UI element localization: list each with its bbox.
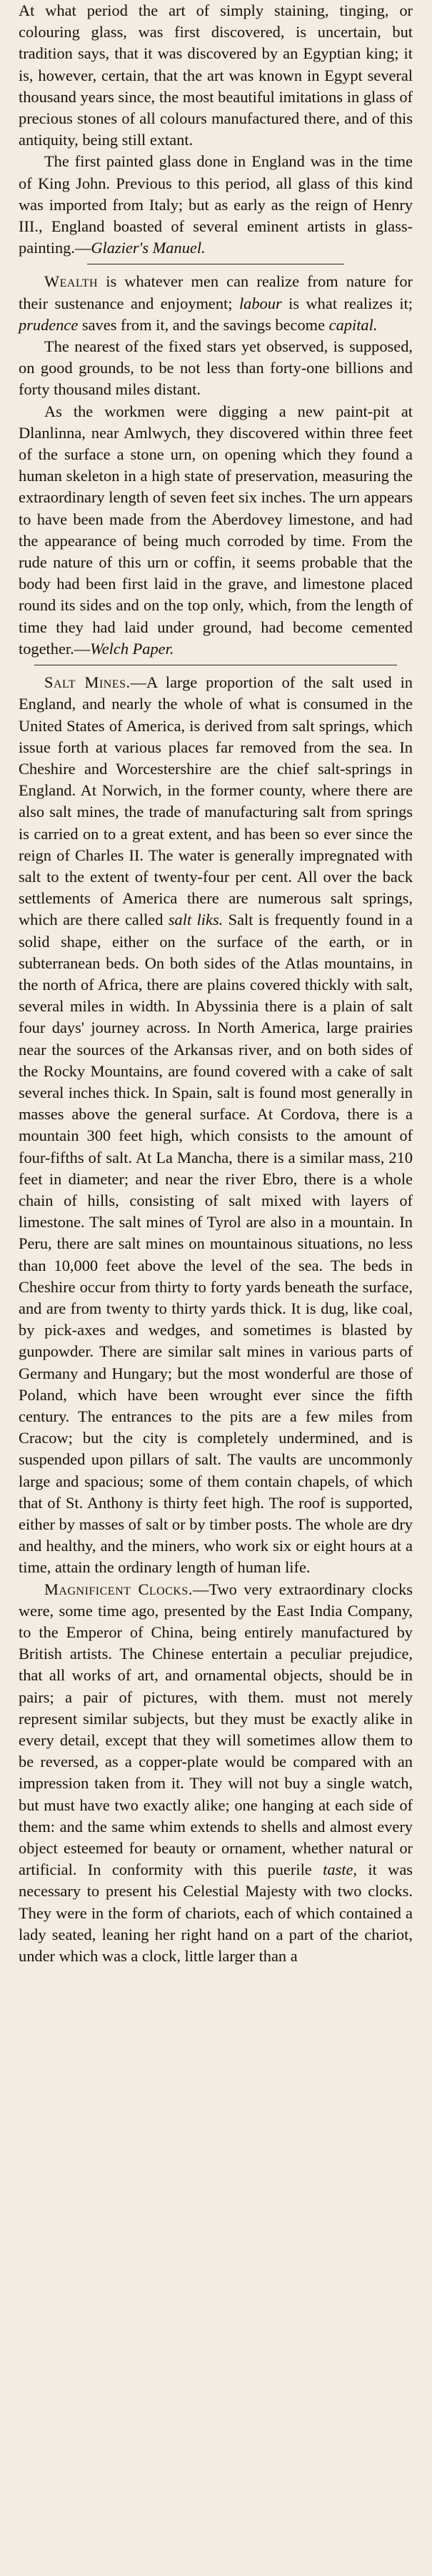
article-painted-glass — [19, 0, 413, 259]
text-run: saves from it, and the savings become — [78, 315, 329, 334]
emphasis: salt liks. — [168, 911, 223, 929]
text-run: Salt is frequently found in a solid shape, either on the surface of the earth, or in subterranean beds. On both sides of the Atlas mountains, in the north of Africa, there are plains covered thickly with salt, several miles in width. In Abyssinia there is a plain of salt four days' journey across. In North America, large prairies near the sources of the Arkansas river, and on both sides of the Rocky Mountains, are found covered with a cake of salt several inches thick. In Spain, salt is found most generally in masses above the general surface. At Cordova, there is a mountain 300 feet high, which consists to the amount of four-fifths of salt. At La Mancha, there is a similar mass, 210 feet in diameter; and near the river Ebro, there is a whole chain of hills, consisting of salt mixed with layers of limestone. The salt mines of Tyrol are also in a mountain. In Peru, there are salt mines on mountainous situations, no less than 10,000 feet above the level of the sea. The beds in Cheshire occur from thirty to forty yards beneath the surface, and are from twenty to thirty yards thick. It is dug, like coal, by pick-axes and wedges, and sometimes is blasted by gunpowder. There are similar salt mines in various parts of Germany and Hungary; but the most wonderful are those of Poland, which have been wrought ever since the fifth century. The entrances to the pits are a few miles from Cracow; but the city is completely undermined, and is suspended upon pillars of salt. The vaults are uncommonly large and spacious; some of them contain chapels, of which that of St. Anthony is thirty feet high. The roof is supported, either by masses of salt or by timber posts. The whole are dry and healthy, and the miners, who work six or eight hours at a time, attain the ordinary length of human life. — [19, 911, 413, 1577]
text-run: As the workmen were digging a new paint-pit at Dlanlinna, near Amlwych, they discovered within three feet of the surface a stone urn, on opening which they found a human skeleton in a high state of preservation, measuring the extraordinary length of seven feet six inches. The urn appears to have been made from the Aberdovey limestone, and had the appearance of being much corroded by time. From the rude nature of this urn or coffin, it seems probable that the body had been first laid in the grave, and limestone placed round its sides and on the top only, which, from the length of time they had laid under ground, had become cemented together.— — [19, 402, 413, 658]
emphasis: capital. — [328, 315, 378, 334]
paragraph — [19, 0, 413, 151]
paragraph — [19, 672, 413, 1579]
article-heading: Magnificent Clocks. — [44, 1580, 193, 1598]
article-wealth — [19, 271, 413, 660]
lead-word: Wealth — [44, 272, 99, 291]
text-run: is what realizes it; — [281, 294, 413, 312]
source-citation: Glazier's Manuel. — [91, 239, 206, 257]
emphasis: labour — [238, 294, 282, 312]
emphasis: prudence — [19, 315, 79, 334]
text-run: —Two very extraordinary clocks were, some time ago, presented by the East India Company, to the Emperor of China, being entirely manufactured by British artists. The Chinese entertain a peculiar prejudice, that all works of art, and ornamental objects, should be in pairs; a pair of pictures, with them. must not merely represent similar subjects, but they must be exactly alike in every detail, except that they will sometimes allow them to be reversed, as a copper-plate would be compared with an impression taken from it. They will not buy a single watch, but must have two exactly alike; one hanging at each side of them: and the same whim extends to shells and almost every object esteemed for beauty or ornament, whether natural or artificial. In conformity with this puerile — [19, 1580, 413, 1879]
text-run: The nearest of the fixed stars yet observed, is supposed, on good grounds, to be not less than forty-one billions and forty thousand miles distant. — [19, 337, 413, 399]
paragraph — [19, 151, 413, 259]
text-run: it was necessary to present his Celestial Majesty with two clocks. They were in the form of chariots, each of which contained a lady seated, leaning her right hand on a part of the chariot, under which was a clock, little larger than a — [19, 1861, 413, 1966]
page-column — [19, 0, 413, 1967]
text-run: —A large proportion of the salt used in England, and nearly the whole of what is consumed in the United States of America, is derived from salt springs, which issue forth at various places far removed from the sea. In Cheshire and Worcestershire are the chief salt-springs in England. At Norwich, in the former county, where there are also salt mines, the trade of manufacturing salt from springs is carried on to a great extent, and has been so ever since the reign of Charles II. The water is generally impregnated with salt to the extent of twenty-four per cent. All over the back settlements of America there are numerous salt springs, which are there called — [19, 673, 413, 929]
paragraph — [19, 271, 413, 336]
source-citation: Welch Paper. — [90, 639, 174, 658]
article-heading: Salt Mines. — [44, 673, 131, 692]
text-run: The first painted glass done in England was in the time of King John. Previous to this period, all glass of this kind was imported from Italy; but as early as the reign of Henry III., England boasted of several eminent artists in glass-painting.— — [19, 152, 413, 257]
article-salt-mines — [19, 672, 413, 1967]
paragraph — [19, 1579, 413, 1968]
paragraph — [19, 336, 413, 401]
text-run: is whatever men can realize from nature for their sustenance and enjoyment; — [19, 272, 413, 312]
paragraph — [19, 401, 413, 660]
emphasis: taste, — [323, 1861, 357, 1879]
text-run: At what period the art of simply staining, tinging, or colouring glass, was first discovered, is uncertain, but tradition says, that it was discovered by an Egyptian king; it is, however, certain, that the art was known in Egypt several thousand years since, the most beautiful imitations in glass of precious stones of all colours manufactured there, and of this antiquity, being still extant. — [19, 1, 413, 149]
